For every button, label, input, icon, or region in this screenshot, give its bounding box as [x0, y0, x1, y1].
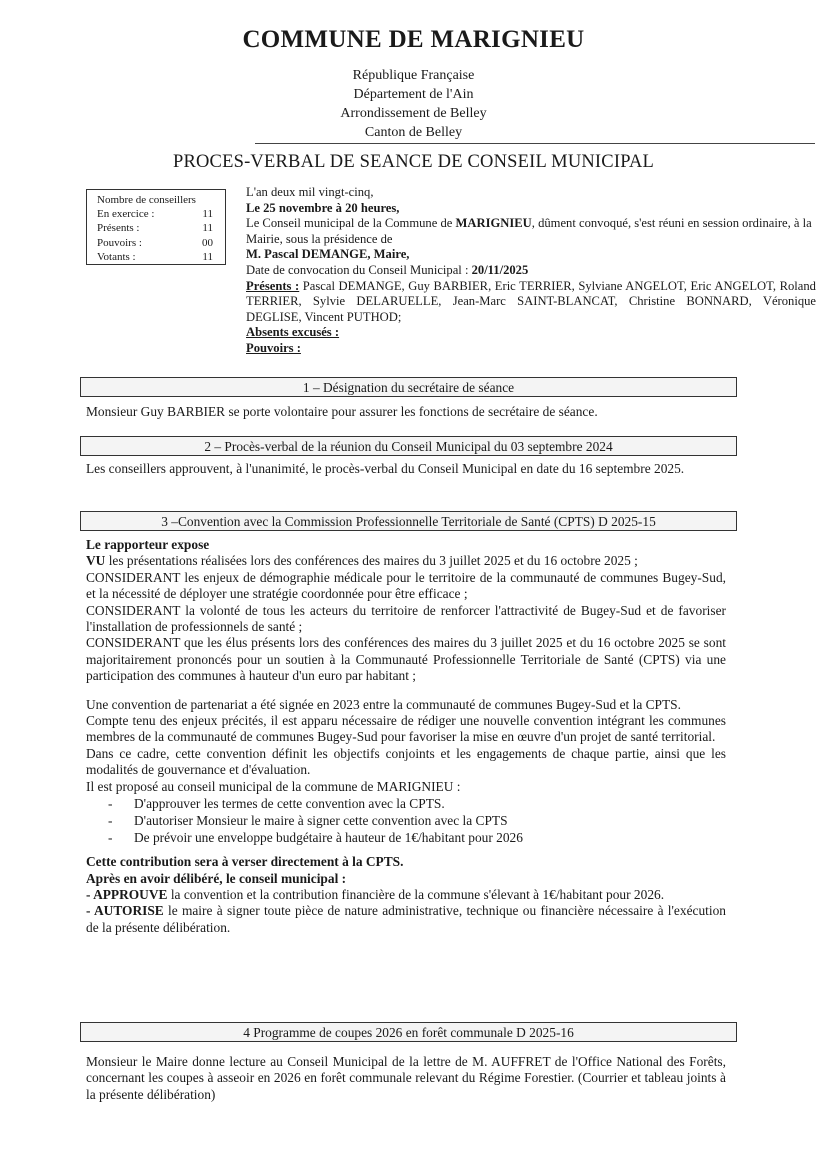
autorise-label: - AUTORISE — [86, 903, 164, 919]
rapporteur-heading: Le rapporteur expose — [86, 537, 210, 552]
intro-president: M. Pascal DEMANGE, Maire, — [246, 247, 410, 262]
intro-convocation-date — [246, 263, 816, 279]
autorise-text: le maire à signer toute pièce de nature administrative, technique ou financière nécessaire à l'exécution de la présente délibération. — [86, 903, 726, 935]
section-1-text: Monsieur Guy BARBIER se porte volontaire pour assurer les fonctions de secrétaire de séance. — [86, 404, 598, 419]
list-item: - D'approuver les termes de cette convention avec la CPTS. — [86, 795, 726, 812]
commune-title: COMMUNE DE MARIGNIEU — [242, 26, 585, 53]
header-divider — [255, 143, 815, 144]
paragraph-propose: Il est proposé au conseil municipal de la commune de MARIGNIEU : — [86, 778, 461, 794]
counts-box — [86, 189, 226, 265]
section-3-body — [86, 537, 726, 936]
deliberation-heading: Après en avoir délibéré, le conseil municipal : — [86, 870, 347, 886]
intro-commune: MARIGNIEU — [455, 216, 532, 231]
section-heading-2: 2 – Procès-verbal de la réunion du Conseil Municipal du 03 septembre 2024 — [80, 436, 737, 456]
presents-list — [246, 279, 816, 326]
intro-text: , dûment convoqué, s'est réuni en session ordinaire, à la Mairie, sous la présidence de — [246, 216, 812, 246]
count-row — [97, 207, 225, 221]
presents-names: Pascal DEMANGE, Guy BARBIER, Eric TERRIER, Sylviane ANGELOT, Eric ANGELOT, Roland TERRIER, Sylvie DELARUELLE, Jean-Marc SAINT-BLANCAT, Christine BONNARD, Véronique DEGLISE, Vincent PUTHOD; — [246, 278, 816, 324]
count-label: En exercice : — [97, 208, 155, 221]
spacer — [86, 685, 726, 697]
approuve-label: - APPROUVE — [86, 886, 168, 902]
approuve-paragraph — [86, 887, 726, 903]
pouvoirs-label: Pouvoirs : — [246, 340, 301, 355]
counts-heading: Nombre de conseillers — [97, 194, 196, 206]
header-address — [0, 66, 827, 142]
considerant-2: CONSIDERANT la volonté de tous les acteurs du territoire de renforcer l'attractivité de Bugey-Sud et de favoriser l'installation de professionnels de santé ; — [86, 602, 726, 635]
vu-paragraph — [86, 553, 726, 569]
intro-date: Le 25 novembre à 20 heures, — [246, 200, 400, 215]
convocation-date: 20/11/2025 — [471, 262, 529, 277]
header-line-canton: Canton de Belley — [364, 125, 463, 140]
absents-label: Absents excusés : — [246, 325, 340, 340]
count-row — [97, 236, 225, 250]
count-label: Votants : — [97, 250, 136, 263]
intro-text: Date de convocation du Conseil Municipal : — [246, 262, 472, 277]
section-4-text: Monsieur le Maire donne lecture au Conseil Municipal de la lettre de M. AUFFRET de l'Office National des Forêts, concernant les coupes à asseoir en 2026 en forêt communale relevant du Régime Forestier. (Courrier et tableau joints à la présente délibération) — [86, 1054, 726, 1102]
vu-text: les présentations réalisées lors des conférences des maires du 3 juillet 2025 et du 16 octobre 2025 ; — [105, 553, 638, 569]
intro-text: Le Conseil municipal de la Commune de — [246, 216, 456, 231]
intro-convocation — [246, 216, 816, 247]
count-label: Présents : — [97, 222, 140, 235]
vu-label: VU — [86, 553, 106, 569]
count-row — [97, 250, 225, 264]
paragraph-convention: Une convention de partenariat a été signée en 2023 entre la communauté de communes Bugey-Sud et la CPTS. — [86, 696, 681, 712]
list-item: - De prévoir une enveloppe budgétaire à hauteur de 1€/habitant pour 2026 — [86, 829, 726, 846]
approuve-text: la convention et la contribution financière de la commune s'élevant à 1€/habitant pour 2026. — [167, 886, 665, 902]
section-heading-4: 4 Programme de coupes 2026 en forêt communale D 2025-16 — [80, 1022, 737, 1042]
count-row — [97, 221, 225, 235]
considerant-1: CONSIDERANT les enjeux de démographie médicale pour le territoire de la communauté de communes Bugey-Sud, et la nécessité de déployer une stratégie coordonnée pour être efficace ; — [86, 569, 726, 602]
paragraph-enjeux: Compte tenu des enjeux précités, il est apparu nécessaire de rédiger une nouvelle convention intégrant les communes membres de la communauté de communes Bugey-Sud pour favoriser la mise en œuvre d'un projet de santé territorial. — [86, 713, 726, 745]
paragraph-cadre: Dans ce cadre, cette convention définit les objectifs conjoints et les engagements de chaque partie, ainsi que les modalités de gouvernance et d'évaluation. — [86, 745, 726, 778]
presents-label: Présents : — [246, 278, 300, 293]
count-value: 00 — [202, 236, 213, 249]
spacer — [86, 846, 726, 854]
section-heading-3: 3 –Convention avec la Commission Professionnelle Territoriale de Santé (CPTS) D 2025-15 — [80, 511, 737, 531]
proposal-list — [86, 795, 726, 846]
considerant-3: CONSIDERANT que les élus présents lors des conférences des maires du 3 juillet 2025 et du 16 octobre 2025 se sont majoritairement prononcés pour un soutien à la Communauté Professionnelle Territoriale de Santé (CPTS) via une participation des communes à hauteur d'un euro par habitant ; — [86, 635, 726, 684]
session-intro — [246, 185, 816, 357]
list-item: - D'autoriser Monsieur le maire à signer cette convention avec la CPTS — [86, 812, 726, 829]
header-line-departement: Département de l'Ain — [353, 87, 474, 102]
count-value: 11 — [202, 250, 213, 263]
count-label: Pouvoirs : — [97, 236, 142, 249]
intro-year: L'an deux mil vingt-cinq, — [246, 185, 374, 199]
section-heading-1: 1 – Désignation du secrétaire de séance — [80, 377, 737, 397]
header-line-arrondissement: Arrondissement de Belley — [340, 106, 487, 121]
header-line-republique: République Française — [352, 68, 475, 83]
count-value: 11 — [202, 222, 213, 235]
section-2-text: Les conseillers approuvent, à l'unanimité, le procès-verbal du Conseil Municipal en date du 16 septembre 2025. — [86, 461, 685, 476]
contribution-note: Cette contribution sera à verser directement à la CPTS. — [86, 854, 404, 870]
count-value: 11 — [202, 208, 213, 221]
pv-title: PROCES-VERBAL DE SEANCE DE CONSEIL MUNICIPAL — [172, 152, 655, 172]
autorise-paragraph — [86, 903, 726, 936]
